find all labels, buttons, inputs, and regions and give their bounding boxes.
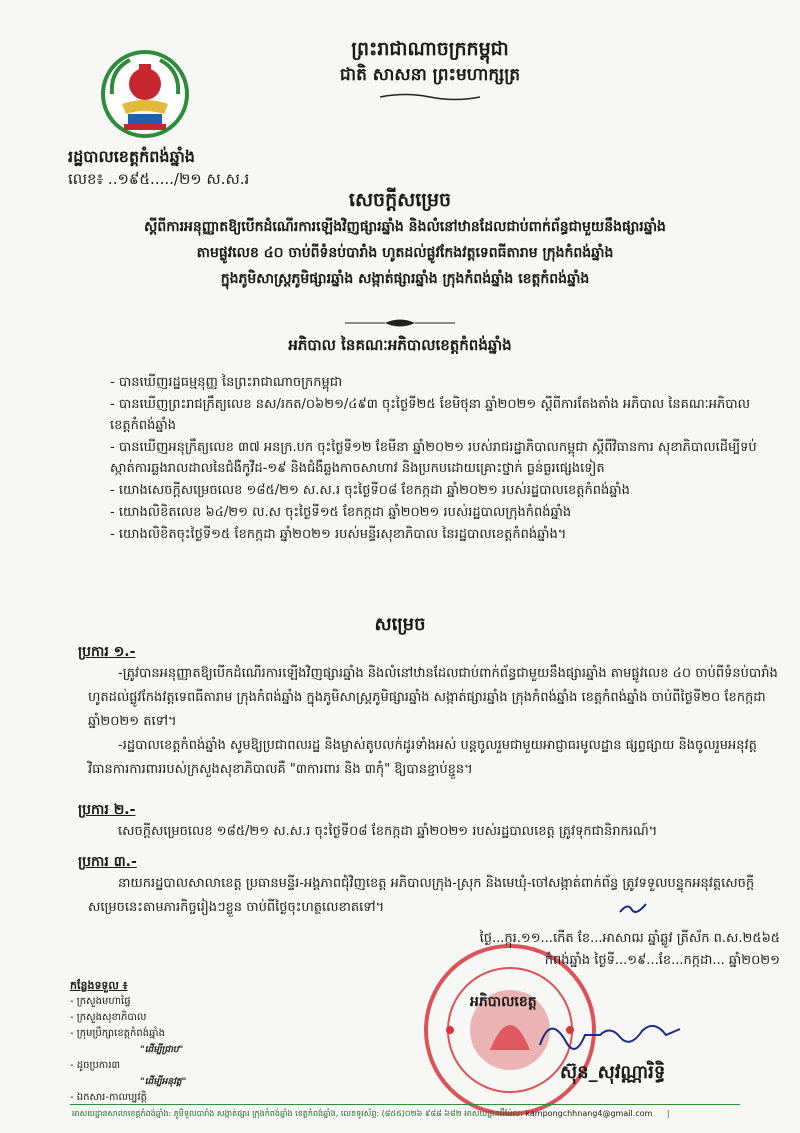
recipients-list <box>70 978 250 1106</box>
preamble-item: - បានឃើញអនុក្រឹត្យលេខ ៣៧ អនក្រ.បក ចុះថ្ងៃទី១២ ខែមីនា ឆ្នាំ២០២១ របស់រាជរដ្ឋាភិបាលកម្ពុជា ស្ដីពីវិធានការ សុខាភិបាលដើម្បីទប់ស្កាត់ការឆ្លងរាលដាលនៃជំងឺកូវីដ-១៩ និងជំងឺឆ្លងកាចសាហាវ និងប្រកបដោយគ្រោះថ្នាក់ ធ្ងន់ធ្ងរផ្សេងទៀត <box>110 440 757 476</box>
footer-email: kampongchhnang4@gmail.com <box>525 1109 653 1118</box>
decision-heading: សម្រេច <box>374 614 426 635</box>
ornament-divider-icon <box>380 92 480 102</box>
handwritten-mark-icon <box>618 900 648 918</box>
document-subject <box>60 214 750 292</box>
handwritten-signature-icon <box>530 1005 690 1065</box>
article-3-body <box>88 872 778 920</box>
article-paragraph: -រដ្ឋបាលខេត្តកំពង់ឆ្នាំង សូមឱ្យប្រជាពលរដ្ឋ និងម្ចាស់តូបលក់ដូរទាំងអស់ បន្តចូលរួមជាមួយអាជ្ញាធរមូលដ្ឋាន ផ្សព្វផ្សាយ និងចូលរួមអនុវត្តវិធានការការពាររបស់ក្រសួងសុខាភិបាលគឺ "៣ការពារ និង ៣កុំ" ឱ្យបានខ្ជាប់ខ្ជួន។ <box>88 738 757 777</box>
preamble-item: - បានឃើញព្រះរាជក្រឹត្យលេខ នស/រកត/០៦២១/៤៩៣ ចុះថ្ងៃទី២៥ ខែមិថុនា ឆ្នាំ២០២១ ស្ដីពីការតែងតាំង អភិបាល នៃគណៈអភិបាលខេត្តកំពង់ឆ្នាំង <box>110 397 750 433</box>
article-2-body <box>88 820 778 844</box>
signatory-title: អភិបាលខេត្ត <box>470 994 537 1010</box>
governor-heading: អភិបាល នៃគណៈអភិបាលខេត្តកំពង់ឆ្នាំង <box>288 336 512 354</box>
ornament-divider-icon <box>345 318 455 328</box>
subject-line: ក្នុងភូមិសាស្ត្រភូមិផ្សារឆ្នាំង សង្កាត់ផ្សារឆ្នាំង ក្រុងកំពង់ឆ្នាំង ខេត្តកំពង់ឆ្នាំង <box>220 271 590 287</box>
footer-divider <box>70 1104 740 1105</box>
solar-date: កំពង់ឆ្នាំង ថ្ងៃទី...១៩...ខែ...កក្កដា... ឆ្នាំ២០២១ <box>544 953 780 968</box>
kingdom-title: ព្រះរាជាណាចក្រកម្ពុជា <box>351 38 509 60</box>
document-title: សេចក្ដីសម្រេច <box>348 189 452 211</box>
recipient-item: - ឯកសារ-កាលប្បវត្តិ <box>70 1092 147 1103</box>
preamble-item: - បានឃើញរដ្ឋធម្មនុញ្ញ នៃព្រះរាជាណាចក្រកម្ពុជា <box>110 375 343 390</box>
article-1-label: ប្រការ ១.- <box>78 644 136 660</box>
subject-line: តាមផ្លូវលេខ ៤០ ចាប់ពីទំនប់បារាំង ហូតដល់ផ្លូវកែងវត្តទេពធីតារាម ក្រុងកំពង់ឆ្នាំង <box>196 245 614 261</box>
province-emblem-icon <box>100 50 190 138</box>
province-administration: រដ្ឋបាលខេត្តកំពង់ឆ្នាំង <box>68 147 195 166</box>
national-motto: ជាតិ សាសនា ព្រះមហាក្សត្រ <box>339 65 521 85</box>
preamble-item: - យោងសេចក្ដីសម្រេចលេខ ១៨៥/២១ ស.ស.រ ចុះថ្ងៃទី០៨ ខែកក្កដា ឆ្នាំ២០២១ របស់រដ្ឋបាលខេត្តកំពង់ឆ្នាំង <box>110 483 630 498</box>
subject-line: ស្ដីពីការអនុញ្ញាតឱ្យបើកដំណើរការឡើងវិញផ្សារឆ្នាំង និងលំនៅឋានដែលជាប់ពាក់ព័ន្ធជាមួយនឹងផ្សារឆ្នាំង <box>144 219 666 235</box>
lunar-date: ថ្ងៃ...ក្កុរ.១១...កើត ខែ...អាសាឍ ឆ្នាំឆ្លូវ ត្រីស័ក ព.ស.២៥៦៥ <box>479 931 780 946</box>
article-2-label: ប្រការ ២.- <box>78 802 136 818</box>
preamble-item: - យោងលិខិតលេខ ៦៤/២១ ល.ស ចុះថ្ងៃទី១៥ ខែកក្កដា ឆ្នាំ២០២១ របស់រដ្ឋបាលក្រុងកំពង់ឆ្នាំង <box>110 505 572 520</box>
article-paragraph: -ត្រូវបានអនុញ្ញាតឱ្យបើកដំណើរការឡើងវិញផ្សារឆ្នាំង និងលំនៅឋានដែលជាប់ពាក់ព័ន្ធជាមួយនឹងផ្សារឆ្នាំង តាមផ្លូវលេខ ៤០ ចាប់ពីទំនប់បារាំង ហូតដល់ផ្លូវកែងវត្តទេពធីតារាម ក្រុងកំពង់ឆ្នាំង ក្នុងភូមិសាស្ត្រភូមិផ្សារឆ្នាំង សង្កាត់ផ្សារឆ្នាំង ក្រុងកំពង់ឆ្នាំង ខេត្តកំពង់ឆ្នាំង ចាប់ពីថ្ងៃទី២០ ខែកក្កដា ឆ្នាំ២០២១ តទៅ។ <box>88 666 778 729</box>
recipient-note: "ដើម្បីជ្រាប" <box>140 1045 184 1055</box>
article-paragraph: នាយករដ្ឋបាលសាលាខេត្ត ប្រធានមន្ទីរ-អង្គភាពជុំវិញខេត្ត អភិបាលក្រុង-ស្រុក និងមេឃុំ-ចៅសង្កាត់ពាក់ព័ន្ធ ត្រូវទទួលបន្ទុកអនុវត្តសេចក្ដីសម្រេចនេះតាមភារកិច្ចរៀងៗខ្លួន ចាប់ពីថ្ងៃចុះហត្ថលេខាតទៅ។ <box>88 876 755 915</box>
recipient-item: - ក្រុមប្រឹក្សាខេត្តកំពង់ឆ្នាំង <box>70 1028 165 1039</box>
reference-number: លេខ៖ ..១៩៥...../២១ ស.ស.រ <box>68 170 250 188</box>
footer-address: អាសយដ្ឋានសាលាខេត្តកំពង់ឆ្នាំង: ភូមិទួលបារាំង សង្កាត់ផ្សារ ក្រុងកំពង់ឆ្នាំង ខេត្តកំពង់ឆ្នាំង, លេខទូរស័ព្ទ: (៨៥៥)០២៦ ៩៨៨ ៦៨២ អាសយដ្ឋានអ៊ីម៉ែល: <box>72 1109 523 1118</box>
recipients-heading: កន្លែងទទួល ៖ <box>70 979 128 992</box>
preamble-list <box>110 372 770 546</box>
footer-pipe: | <box>666 1109 670 1118</box>
signatory-name: ស៊ុន_សុវណ្ណារិទ្ធិ <box>560 1062 666 1083</box>
recipient-item: - ក្រសួងសុខាភិបាល <box>70 1012 147 1023</box>
article-1-body <box>88 662 778 782</box>
preamble-item: - យោងលិខិតចុះថ្ងៃទី១៥ ខែកក្កដា ឆ្នាំ២០២១ របស់មន្ទីរសុខាភិបាល នៃរដ្ឋបាលខេត្តកំពង់ឆ្នាំង។ <box>110 527 567 542</box>
article-3-label: ប្រការ ៣.- <box>78 854 137 870</box>
recipient-item: - ក្រសួងមហាផ្ទៃ <box>70 996 131 1007</box>
footer-contact <box>72 1108 742 1120</box>
article-paragraph: សេចក្ដីសម្រេចលេខ ១៨៥/២១ ស.ស.រ ចុះថ្ងៃទី០៨ ខែកក្កដា ឆ្នាំ២០២១ របស់រដ្ឋបាលខេត្ត ត្រូវទុកជានិរាករណ៍។ <box>118 824 658 839</box>
recipient-item: - ដូចប្រការ៣ <box>70 1060 121 1071</box>
recipient-note: "ដើម្បីអនុវត្ត" <box>140 1077 187 1087</box>
